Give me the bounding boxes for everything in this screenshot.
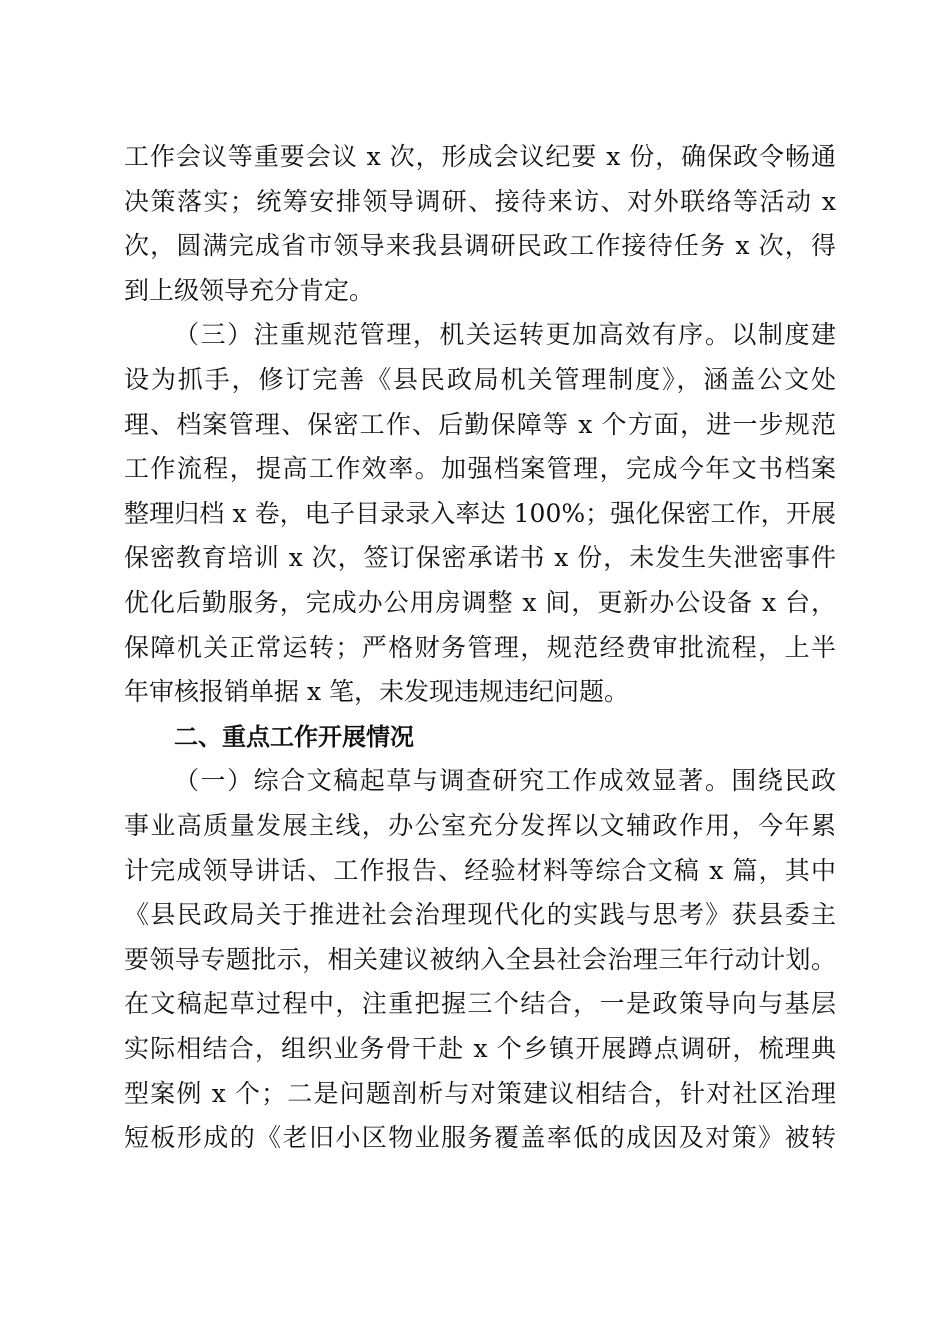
paragraph-line: 短板形成的《老旧小区物业服务覆盖率低的成因及对策》被转 xyxy=(124,1123,836,1153)
paragraph-line: 理、档案管理、保密工作、后勤保障等 x 个方面，进一步规范 xyxy=(124,409,836,439)
paragraph-line: 计完成领导讲话、工作报告、经验材料等综合文稿 x 篇，其中 xyxy=(124,855,836,885)
paragraph-line: 保障机关正常运转；严格财务管理，规范经费审批流程，上半 xyxy=(124,632,836,662)
paragraph-line: 优化后勤服务，完成办公用房调整 x 间，更新办公设备 x 台， xyxy=(124,588,836,617)
paragraph-line: 工作会议等重要会议 x 次，形成会议纪要 x 份，确保政令畅通 xyxy=(124,142,836,171)
paragraph-line: （一）综合文稿起草与调查研究工作成效显著。围绕民政 xyxy=(174,766,836,796)
section-heading: 二、重点工作开展情况 xyxy=(174,722,414,751)
paragraph-line: 年审核报销单据 x 笔，未发现违规违纪问题。 xyxy=(124,677,629,707)
paragraph-line: 到上级领导充分肯定。 xyxy=(124,275,375,305)
paragraph-line: 型案例 x 个；二是问题剖析与对策建议相结合，针对社区治理 xyxy=(124,1078,836,1108)
paragraph-line: 事业高质量发展主线，办公室充分发挥以文辅政作用，今年累 xyxy=(124,811,836,840)
paragraph-line: 要领导专题批示，相关建议被纳入全县社会治理三年行动计划。 xyxy=(124,944,836,974)
paragraph-line: （三）注重规范管理，机关运转更加高效有序。以制度建 xyxy=(174,320,836,350)
paragraph-line: 设为抓手，修订完善《县民政局机关管理制度》，涵盖公文处 xyxy=(124,365,836,394)
paragraph-line: 《县民政局关于推进社会治理现代化的实践与思考》获县委主 xyxy=(124,900,836,930)
paragraph-line: 决策落实；统筹安排领导调研、接待来访、对外联络等活动 x xyxy=(124,186,836,216)
paragraph-line: 在文稿起草过程中，注重把握三个结合，一是政策导向与基层 xyxy=(124,989,836,1019)
paragraph-line: 保密教育培训 x 次，签订保密承诺书 x 份，未发生失泄密事件 xyxy=(124,543,836,573)
paragraph-line: 整理归档 x 卷，电子目录录入率达 100%；强化保密工作，开展 xyxy=(124,498,836,528)
paragraph-line: 实际相结合，组织业务骨干赴 x 个乡镇开展蹲点调研，梳理典 xyxy=(124,1034,836,1063)
paragraph-line: 次，圆满完成省市领导来我县调研民政工作接待任务 x 次，得 xyxy=(124,231,836,261)
paragraph-line: 工作流程，提高工作效率。加强档案管理，完成今年文书档案 xyxy=(124,454,836,484)
